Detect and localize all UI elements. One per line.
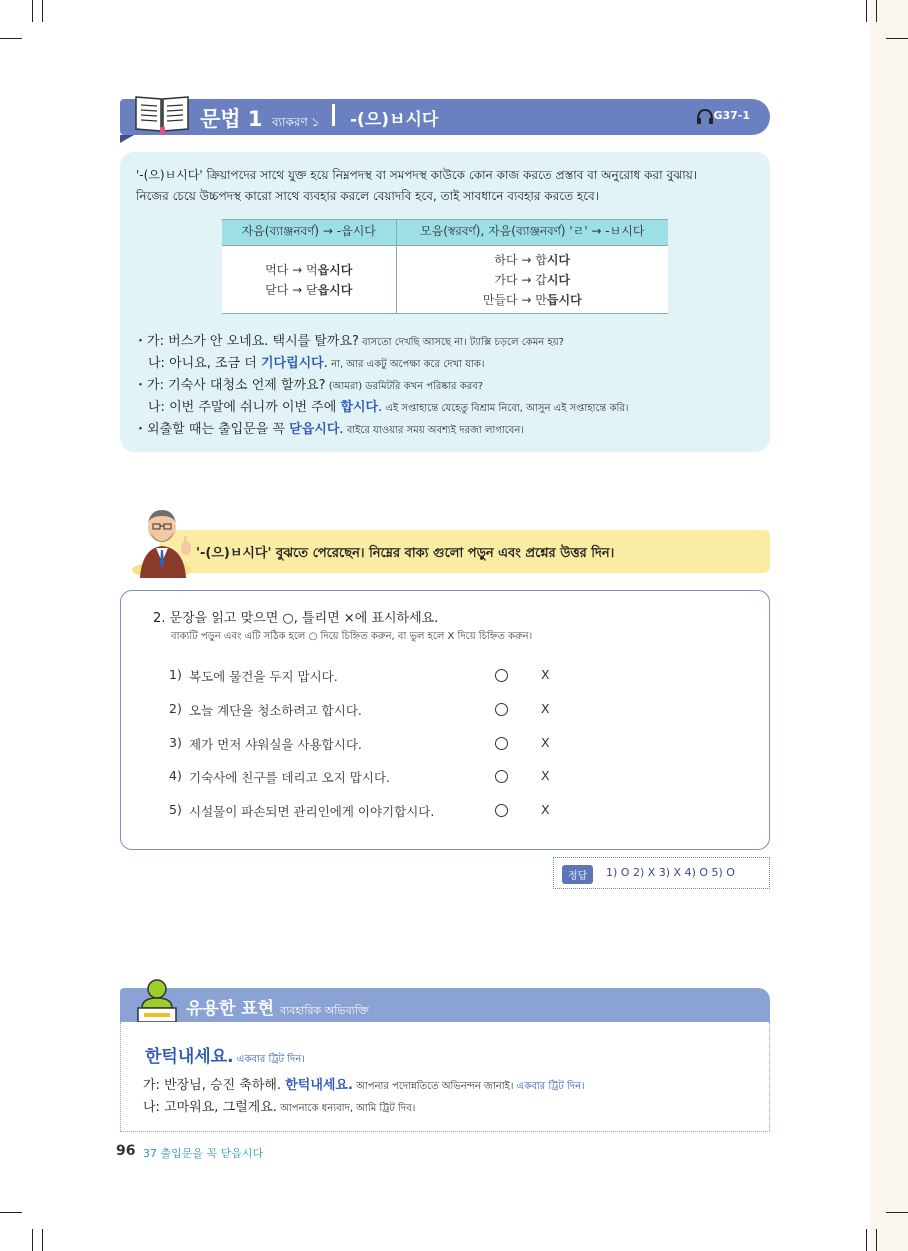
explanation-line: নিজের চেয়ে উচ্চপদস্থ কারো সাথে ব্যবহার করলে বেয়াদবি হবে, তাই সাবধানে ব্যবহার করতে হবে। [136, 189, 599, 203]
title-divider [332, 104, 335, 126]
question-text: 오늘 계단을 청소하려고 합시다. [189, 703, 362, 718]
grammar-pattern: -(으)ㅂ시다 [350, 110, 439, 130]
example-sentence: 나: 이번 주말에 쉬니까 이번 주에 합시다. এই সপ্তাহান্তে যেহেতু বিশ্রাম নিবো, আসুন এই সপ্তাহান্তে করি। [148, 400, 629, 415]
exercise-subtitle: বাক্যটি পড়ুন এবং এটি সঠিক হলে ○ দিয়ে চিহ্নিত করুন, বা ভুল হলে X দিয়ে চিহ্নিত করুন। [171, 631, 533, 642]
conjugation-example: 먹다 → 먹읍시다 [265, 262, 353, 277]
question-number: 1) [169, 667, 182, 682]
circle-option[interactable] [495, 804, 508, 817]
grammar-label: 문법 1 [200, 107, 263, 131]
x-option[interactable]: X [541, 768, 550, 783]
x-option[interactable]: X [541, 802, 550, 817]
page-edge-strip [870, 0, 908, 1251]
crop-mark [42, 1229, 43, 1251]
useful-expression-title: 유용한 표현 ব্যবহারিক অভিব্যক্তি [186, 999, 369, 1019]
answer-text: 1) O 2) X 3) X 4) O 5) O [606, 866, 735, 879]
table-cell-vowel [396, 246, 668, 314]
useful-phrase: 한턱내세요. একবার ট্রিট দিন। [145, 1047, 305, 1067]
check-banner [160, 530, 770, 573]
circle-option[interactable] [495, 703, 508, 716]
question-row [169, 667, 729, 687]
exercise-box [120, 590, 770, 850]
teacher-illustration [130, 500, 200, 580]
crop-mark [886, 1212, 908, 1213]
question-number: 4) [169, 768, 182, 783]
crop-mark [876, 0, 877, 22]
circle-option[interactable] [495, 770, 508, 783]
dialogue-line: 가: 반장님, 승진 축하해. 한턱내세요. আপনার পদোন্নতিতে অভিনন্দন জানাই। একবার ট্রিট দিন। [143, 1078, 585, 1093]
explanation-box [120, 152, 770, 452]
x-option[interactable]: X [541, 701, 550, 716]
example-sentence: ・외출할 때는 출입문을 꼭 닫읍시다. বাইরে যাওয়ার সময় অবশ্যই দরজা লাগাবেন। [134, 422, 524, 437]
check-instruction: '-(으)ㅂ시다' বুঝতে পেরেছেন। নিম্নের বাক্য গুলো পড়ুন এবং প্রশ্নের উত্তর দিন। [196, 546, 615, 561]
useful-expression-box [120, 1022, 770, 1132]
question-row [169, 735, 729, 755]
headphones-icon[interactable] [696, 108, 714, 124]
crop-mark [0, 1212, 22, 1213]
exercise-title: 2. 문장을 읽고 맞으면 ○, 틀리면 ×에 표시하세요. [153, 611, 439, 626]
chapter-title: 37 출입문을 꼭 닫읍시다 [143, 1147, 264, 1160]
useful-expression-header [120, 988, 770, 1022]
question-number: 3) [169, 735, 182, 750]
question-text: 시설물이 파손되면 관리인에게 이야기합시다. [189, 804, 435, 819]
question-number: 5) [169, 802, 182, 817]
question-text: 제가 먼저 샤워실을 사용합시다. [189, 737, 362, 752]
speaker-podium-icon [134, 978, 180, 1026]
circle-option[interactable] [495, 737, 508, 750]
book-icon [132, 91, 192, 135]
circle-option[interactable] [495, 669, 508, 682]
example-sentence: ・가: 기숙사 대청소 언제 할까요? (আমরা) ডরমিটরি কখন পরিষ্কার করব? [134, 378, 484, 393]
table-cell-consonant [222, 246, 396, 314]
answer-label: 정답 [562, 865, 593, 884]
page-number: 96 [116, 1143, 136, 1159]
header-fold [120, 135, 134, 143]
crop-mark [32, 0, 33, 22]
question-row [169, 768, 729, 788]
crop-mark [866, 0, 867, 22]
crop-mark [876, 1229, 877, 1251]
crop-mark [866, 1229, 867, 1251]
table-header-vowel: 모음(স্বরবর্ণ), 자음(ব্যাঞ্জনবর্ণ) 'ㄹ' → -ㅂ시다 [396, 220, 668, 246]
conjugation-table [222, 219, 668, 314]
conjugation-example: 가다 → 갑시다 [494, 272, 571, 287]
x-option[interactable]: X [541, 667, 550, 682]
table-header-consonant: 자음(ব্যাঞ্জনবর্ণ) → -읍시다 [222, 220, 396, 246]
grammar-title [200, 103, 319, 134]
conjugation-example: 만들다 → 만듭시다 [482, 292, 582, 307]
answer-box [553, 857, 770, 889]
question-row [169, 701, 729, 721]
dialogue-line: 나: 고마워요, 그럴게요. আপনাকে ধন্যবাদ, আমি ট্রিট দিব। [143, 1100, 416, 1115]
example-sentence: ・가: 버스가 안 오네요. 택시를 탈까요? বাসতো দেখছি আসছে না। ট্যাক্সি চড়লে কেমন হয়? [134, 334, 564, 349]
grammar-header [120, 99, 770, 135]
crop-mark [32, 1229, 33, 1251]
question-number: 2) [169, 701, 182, 716]
question-text: 복도에 물건을 두지 맙시다. [189, 669, 338, 684]
question-row [169, 802, 729, 822]
x-option[interactable]: X [541, 735, 550, 750]
conjugation-example: 하다 → 합시다 [494, 252, 571, 267]
question-text: 기숙사에 친구를 데리고 오지 맙시다. [189, 770, 390, 785]
grammar-label-sub: ব্যাকরণ ১ [271, 115, 320, 129]
audio-track-code: G37-1 [713, 109, 750, 122]
example-sentence: 나: 아니요, 조금 더 기다립시다. না, আর একটু অপেক্ষা করে দেখা যাক। [148, 356, 485, 371]
crop-mark [42, 0, 43, 22]
crop-mark [0, 38, 22, 39]
crop-mark [886, 38, 908, 39]
conjugation-example: 닫다 → 닫읍시다 [265, 282, 353, 297]
explanation-line: '-(으)ㅂ시다' ক্রিয়াপদের সাথে যুক্ত হয়ে নিম্নপদস্থ বা সমপদস্থ কাউকে কোন কাজ করতে প্রস্তাব বা অনুরোধ করা বুঝায়। [136, 168, 698, 182]
